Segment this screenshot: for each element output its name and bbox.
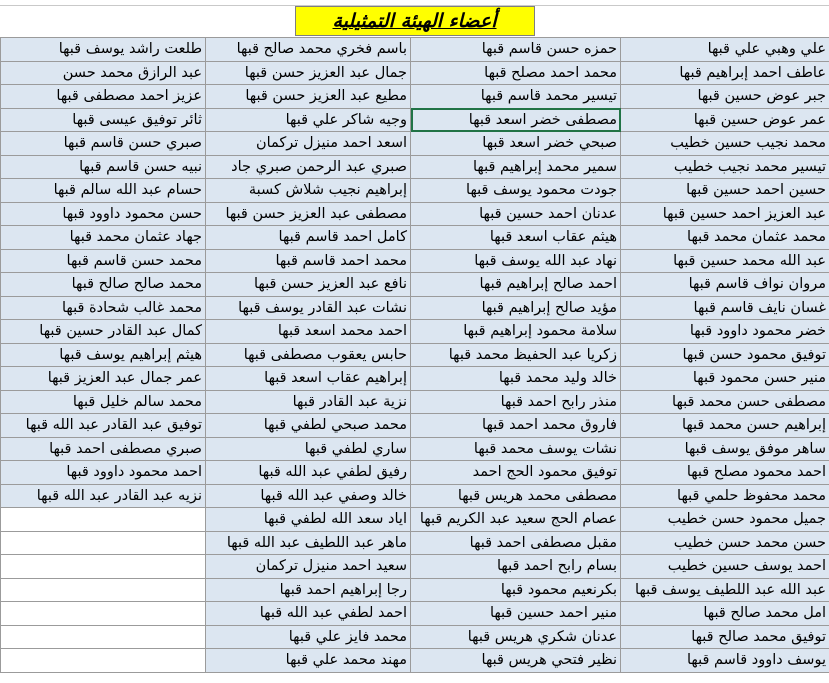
table-cell[interactable]: علي وهبي علي قبها: [621, 38, 829, 62]
table-row: [1, 578, 829, 602]
table-cell[interactable]: محمد احمد مصلح قبها: [411, 61, 621, 85]
members-table: [0, 37, 829, 673]
table-cell[interactable]: عمر جمال عبد العزيز قبها: [1, 367, 206, 391]
table-cell[interactable]: نهاد عبد الله يوسف قبها: [411, 249, 621, 273]
table-row: [1, 85, 829, 109]
table-cell[interactable]: صبري حسن قاسم قبها: [1, 132, 206, 156]
table-cell[interactable]: منير حسن محمود قبها: [621, 367, 829, 391]
table-row: [1, 132, 829, 156]
table-row: [1, 484, 829, 508]
table-cell[interactable]: عمر عوض حسين قبها: [621, 108, 829, 132]
table-row: [1, 531, 829, 555]
table-cell[interactable]: مطيع عبد العزيز حسن قبها: [206, 85, 411, 109]
table-cell[interactable]: نشات يوسف محمد قبها: [411, 437, 621, 461]
table-cell[interactable]: فاروق محمد احمد قبها: [411, 414, 621, 438]
table-cell[interactable]: نبيه حسن قاسم قبها: [1, 155, 206, 179]
table-cell[interactable]: حسين احمد حسين قبها: [621, 179, 829, 203]
table-cell[interactable]: خالد وليد محمد قبها: [411, 367, 621, 391]
table-cell[interactable]: إبراهيم حسن محمد قبها: [621, 414, 829, 438]
table-cell[interactable]: طلعت راشد يوسف قبها: [1, 38, 206, 62]
table-cell[interactable]: ساري لطفي قبها: [206, 437, 411, 461]
table-cell[interactable]: [1, 602, 206, 626]
table-row: [1, 296, 829, 320]
table-cell[interactable]: جهاد عثمان محمد قبها: [1, 226, 206, 250]
table-cell[interactable]: عاطف احمد إبراهيم قبها: [621, 61, 829, 85]
table-cell[interactable]: مؤيد صالح إبراهيم قبها: [411, 296, 621, 320]
table-cell[interactable]: احمد صالح إبراهيم قبها: [411, 273, 621, 297]
table-row: [1, 226, 829, 250]
table-row: [1, 202, 829, 226]
table-cell[interactable]: ساهر موفق يوسف قبها: [621, 437, 829, 461]
table-cell[interactable]: ثائر توفيق عيسى قبها: [1, 108, 206, 132]
table-cell[interactable]: عبد الرازق محمد حسن: [1, 61, 206, 85]
table-row: [1, 320, 829, 344]
table-cell[interactable]: كمال عبد القادر حسين قبها: [1, 320, 206, 344]
table-row: [1, 249, 829, 273]
table-row: [1, 61, 829, 85]
table-cell[interactable]: تيسير محمد قاسم قبها: [411, 85, 621, 109]
table-cell[interactable]: غسان نايف قاسم قبها: [621, 296, 829, 320]
table-cell[interactable]: جبر عوض حسين قبها: [621, 85, 829, 109]
table-cell[interactable]: احمد محمود مصلح قبها: [621, 461, 829, 485]
table-row: [1, 367, 829, 391]
table-cell[interactable]: عبد العزيز احمد حسين قبها: [621, 202, 829, 226]
table-cell[interactable]: [1, 508, 206, 532]
table-cell[interactable]: اسعد احمد منيزل تركمان: [206, 132, 411, 156]
table-cell[interactable]: تيسير محمد نجيب خطيب: [621, 155, 829, 179]
table-cell[interactable]: احمد لطفي عبد الله قبها: [206, 602, 411, 626]
table-cell[interactable]: حسن محمود داوود قبها: [1, 202, 206, 226]
table-cell[interactable]: نافع عبد العزيز حسن قبها: [206, 273, 411, 297]
table-cell[interactable]: محمد صبحي لطفي قبها: [206, 414, 411, 438]
table-cell[interactable]: يوسف داوود قاسم قبها: [621, 649, 829, 673]
table-cell[interactable]: محمد غالب شحادة قبها: [1, 296, 206, 320]
table-cell[interactable]: هيثم عقاب اسعد قبها: [411, 226, 621, 250]
table-cell[interactable]: محمد حسن قاسم قبها: [1, 249, 206, 273]
table-row: [1, 38, 829, 62]
table-row: [1, 555, 829, 579]
table-cell[interactable]: مهند محمد علي قبها: [206, 649, 411, 673]
table-cell[interactable]: جودت محمود يوسف قبها: [411, 179, 621, 203]
table-cell[interactable]: [1, 578, 206, 602]
table-cell[interactable]: محمد صالح صالح قبها: [1, 273, 206, 297]
table-cell[interactable]: سمير محمد إبراهيم قبها: [411, 155, 621, 179]
table-row: [1, 437, 829, 461]
table-cell[interactable]: بسام رابح احمد قبها: [411, 555, 621, 579]
table-cell[interactable]: توفيق محمود الحج احمد: [411, 461, 621, 485]
table-cell[interactable]: رفيق لطفي عبد الله قبها: [206, 461, 411, 485]
table-cell[interactable]: منير احمد حسين قبها: [411, 602, 621, 626]
table-cell[interactable]: حابس يعقوب مصطفى قبها: [206, 343, 411, 367]
table-cell[interactable]: محمد سالم خليل قبها: [1, 390, 206, 414]
table-cell[interactable]: توفيق محمود حسن قبها: [621, 343, 829, 367]
table-cell[interactable]: محمد فايز علي قبها: [206, 625, 411, 649]
table-cell[interactable]: محمد نجيب حسين خطيب: [621, 132, 829, 156]
table-cell[interactable]: مصطفى عبد العزيز حسن قبها: [206, 202, 411, 226]
table-row: [1, 625, 829, 649]
table-cell[interactable]: صبري عبد الرحمن صبري جاد: [206, 155, 411, 179]
table-cell[interactable]: خضر محمود داوود قبها: [621, 320, 829, 344]
table-cell[interactable]: نظير فتحي هريس قبها: [411, 649, 621, 673]
table-row: [1, 273, 829, 297]
table-cell[interactable]: نزيه عبد القادر عبد الله قبها: [1, 484, 206, 508]
table-cell[interactable]: مصطفى محمد هريس قبها: [411, 484, 621, 508]
table-cell[interactable]: صبحي خضر اسعد قبها: [411, 132, 621, 156]
table-cell[interactable]: عبد الله محمد حسين قبها: [621, 249, 829, 273]
table-cell[interactable]: عدنان شكري هريس قبها: [411, 625, 621, 649]
table-cell[interactable]: حسن محمد حسن خطيب: [621, 531, 829, 555]
table-cell[interactable]: ماهر عبد اللطيف عبد الله قبها: [206, 531, 411, 555]
table-row: [1, 108, 829, 132]
table-row: [1, 649, 829, 673]
table-cell[interactable]: [1, 625, 206, 649]
table-cell[interactable]: جميل محمود حسن خطيب: [621, 508, 829, 532]
table-row: [1, 414, 829, 438]
table-cell[interactable]: وجيه شاكر علي قبها: [206, 108, 411, 132]
table-cell[interactable]: جمال عبد العزيز حسن قبها: [206, 61, 411, 85]
table-cell[interactable]: سعيد احمد منيزل تركمان: [206, 555, 411, 579]
table-cell[interactable]: رجا إبراهيم احمد قبها: [206, 578, 411, 602]
table-cell[interactable]: مقبل مصطفى احمد قبها: [411, 531, 621, 555]
table-cell[interactable]: إبراهيم نجيب شلاش كسبة: [206, 179, 411, 203]
sheet-title-cell[interactable]: أعضاء الهيئة التمثيلية: [295, 6, 535, 36]
table-cell[interactable]: محمد احمد قاسم قبها: [206, 249, 411, 273]
table-cell[interactable]: سلامة محمود إبراهيم قبها: [411, 320, 621, 344]
table-cell[interactable]: كامل احمد قاسم قبها: [206, 226, 411, 250]
table-cell[interactable]: حمزه حسن قاسم قبها: [411, 38, 621, 62]
title-row: [0, 6, 829, 36]
table-cell[interactable]: احمد يوسف حسين خطيب: [621, 555, 829, 579]
table-row: [1, 508, 829, 532]
table-cell[interactable]: مصطفى حسن محمد قبها: [621, 390, 829, 414]
table-row: [1, 602, 829, 626]
table-cell[interactable]: مصطفى خضر اسعد قبها: [411, 108, 621, 132]
table-cell[interactable]: زكريا عبد الحفيظ محمد قبها: [411, 343, 621, 367]
table-cell[interactable]: محمد عثمان محمد قبها: [621, 226, 829, 250]
table-cell[interactable]: [1, 555, 206, 579]
table-cell[interactable]: عبد الله عبد اللطيف يوسف قبها: [621, 578, 829, 602]
table-cell[interactable]: توفيق محمد صالح قبها: [621, 625, 829, 649]
table-cell[interactable]: نشات عبد القادر يوسف قبها: [206, 296, 411, 320]
table-row: [1, 390, 829, 414]
table-cell[interactable]: احمد محمد اسعد قبها: [206, 320, 411, 344]
table-cell[interactable]: منذر رابح احمد قبها: [411, 390, 621, 414]
table-cell[interactable]: اياد سعد الله لطفي قبها: [206, 508, 411, 532]
table-row: [1, 343, 829, 367]
table-cell[interactable]: نزية عبد القادر قبها: [206, 390, 411, 414]
table-row: [1, 179, 829, 203]
table-cell[interactable]: باسم فخري محمد صالح قبها: [206, 38, 411, 62]
table-cell[interactable]: توفيق عبد القادر عبد الله قبها: [1, 414, 206, 438]
members-table-body: [1, 38, 829, 673]
table-cell[interactable]: [1, 531, 206, 555]
table-cell[interactable]: خالد وصفي عبد الله قبها: [206, 484, 411, 508]
table-row: [1, 461, 829, 485]
table-cell[interactable]: بكرنعيم محمود قبها: [411, 578, 621, 602]
table-cell[interactable]: عدنان احمد حسين قبها: [411, 202, 621, 226]
table-cell[interactable]: [1, 649, 206, 673]
table-row: [1, 155, 829, 179]
table-cell[interactable]: امل محمد صالح قبها: [621, 602, 829, 626]
table-cell[interactable]: عصام الحج سعيد عبد الكريم قبها: [411, 508, 621, 532]
table-cell[interactable]: احمد محمود داوود قبها: [1, 461, 206, 485]
table-cell[interactable]: هيثم إبراهيم يوسف قبها: [1, 343, 206, 367]
table-cell[interactable]: إبراهيم عقاب اسعد قبها: [206, 367, 411, 391]
table-cell[interactable]: مروان نواف قاسم قبها: [621, 273, 829, 297]
table-cell[interactable]: عزيز احمد مصطفى قبها: [1, 85, 206, 109]
table-cell[interactable]: صبري مصطفى احمد قبها: [1, 437, 206, 461]
table-cell[interactable]: محمد محفوظ حلمي قبها: [621, 484, 829, 508]
table-cell[interactable]: حسام عبد الله سالم قبها: [1, 179, 206, 203]
